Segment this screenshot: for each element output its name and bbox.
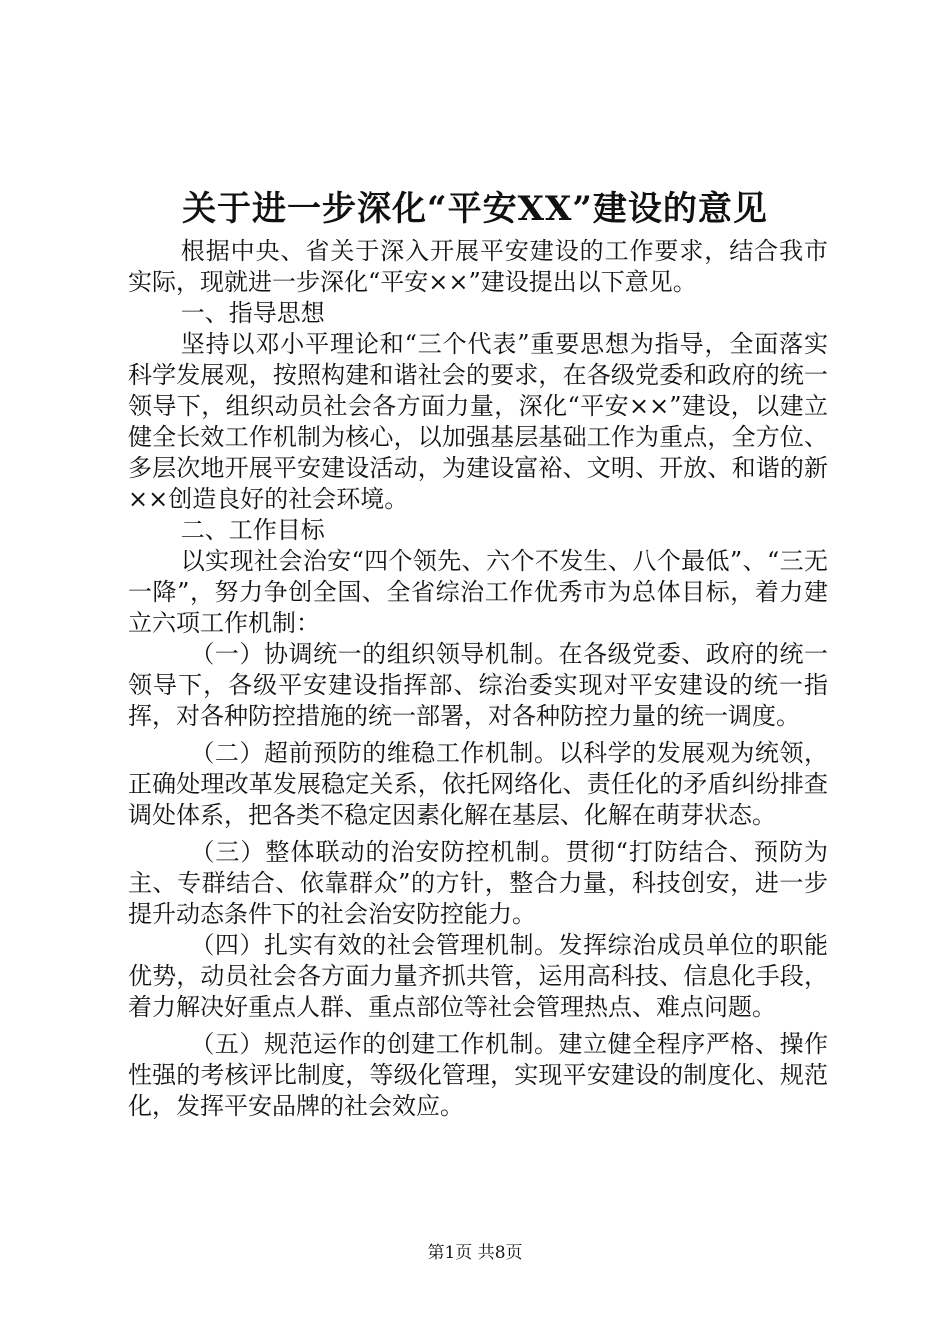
mechanism-item-1: （一）协调统一的组织领导机制。在各级党委、政府的统一领导下，各级平安建设指挥部、综治委实现对平安建设的统一指挥，对各种防控措施的统一部署，对各种防控力量的统一调度。: [128, 640, 828, 730]
mechanism-item-5: （五）规范运作的创建工作机制。建立健全程序严格、操作性强的考核评比制度，等级化管理，实现平安建设的制度化、规范化，发挥平安品牌的社会效应。: [128, 1030, 828, 1120]
document-body: [128, 236, 828, 1122]
section-heading-guiding-ideology: 一、指导思想: [180, 299, 325, 327]
guiding-ideology-paragraph: 坚持以邓小平理论和“三个代表”重要思想为指导，全面落实科学发展观，按照构建和谐社会的要求，在各级党委和政府的统一领导下，组织动员社会各方面力量，深化“平安××”建设，以建立健全长效工作机制为核心，以加强基层基础工作为重点，全方位、多层次地开展平安建设活动，为建设富裕、文明、开放、和谐的新××创造良好的社会环境。: [128, 330, 828, 513]
intro-paragraph: 根据中央、省关于深入开展平安建设的工作要求，结合我市实际，现就进一步深化“平安××”建设提出以下意见。: [128, 237, 828, 296]
page-number: 第1页 共8页: [427, 1243, 523, 1263]
mechanism-item-2: （二）超前预防的维稳工作机制。以科学的发展观为统领，正确处理改革发展稳定关系，依托网络化、责任化的矛盾纠纷排查调处体系，把各类不稳定因素化解在基层、化解在萌芽状态。: [128, 739, 828, 829]
mechanism-item-4: （四）扎实有效的社会管理机制。发挥综治成员单位的职能优势，动员社会各方面力量齐抓共管，运用高科技、信息化手段，着力解决好重点人群、重点部位等社会管理热点、难点问题。: [128, 931, 828, 1021]
section-heading-work-goals: 二、工作目标: [180, 516, 325, 544]
mechanism-item-3: （三）整体联动的治安防控机制。贯彻“打防结合、预防为主、专群结合、依靠群众”的方针，整合力量，科技创安，进一步提升动态条件下的社会治安防控能力。: [128, 838, 828, 928]
document-title: 关于进一步深化“平安XX”建设的意见: [182, 189, 768, 229]
work-goals-paragraph: 以实现社会治安“四个领先、六个不发生、八个最低”、“三无一降”，努力争创全国、全省综治工作优秀市为总体目标，着力建立六项工作机制：: [128, 547, 828, 637]
